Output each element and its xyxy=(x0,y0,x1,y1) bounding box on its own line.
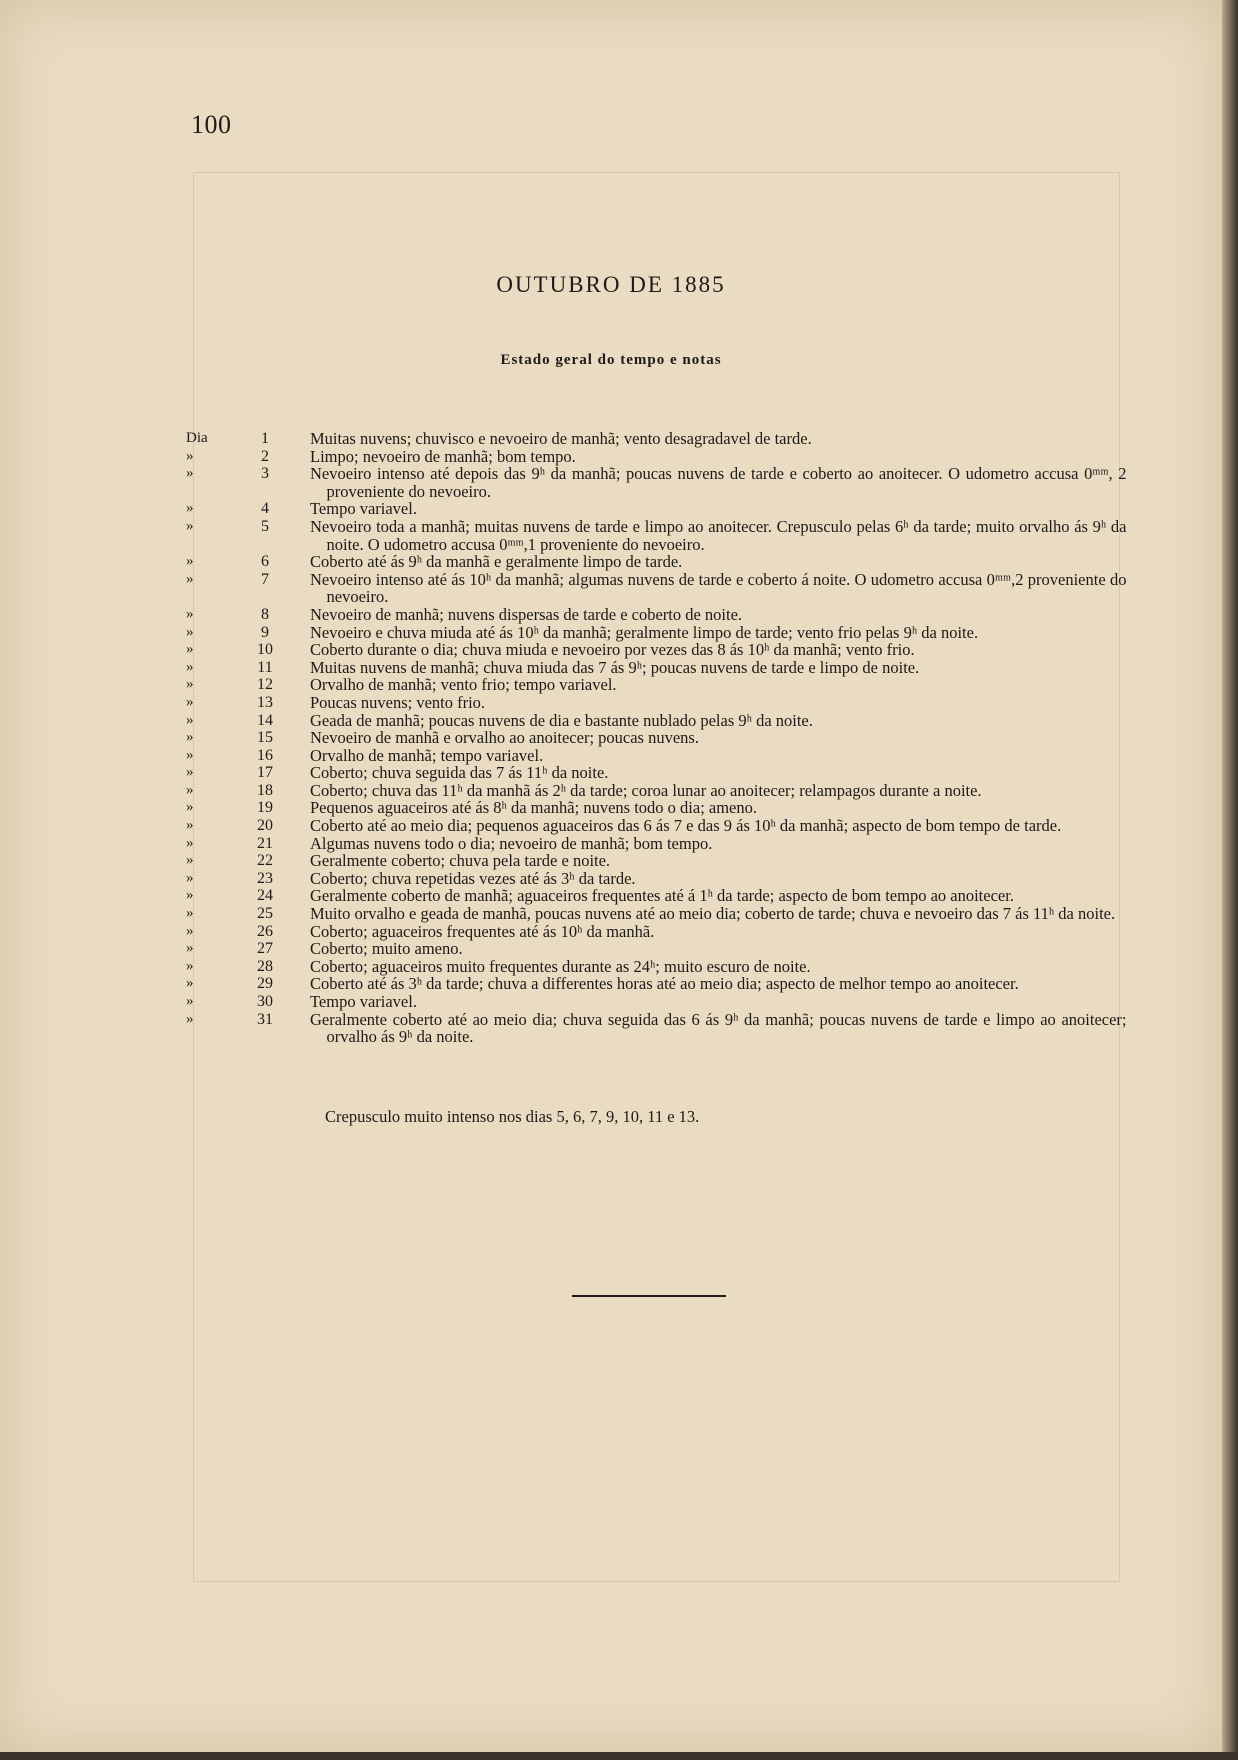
footnote: Crepusculo muito intenso nos dias 5, 6, 7, 9, 10, 11 e 13. xyxy=(325,1107,700,1126)
day-number: 1 xyxy=(261,430,269,447)
day-number: 30 xyxy=(257,993,273,1010)
day-number: 29 xyxy=(257,975,273,993)
day-number: 3 xyxy=(261,465,269,483)
ditto-mark: » xyxy=(186,869,194,886)
entry-text: Nevoeiro toda a manhã; muitas nuvens de tarde e limpo ao anoitecer. Crepusculo pelas 6ʰ da tarde; muito orvalho ás 9ʰ da noite. O udometro accusa 0ᵐᵐ,1 proveniente do nevoeiro. xyxy=(310,516,1127,554)
ditto-mark: » xyxy=(186,957,194,974)
entry-row xyxy=(186,694,1131,712)
entry-text: Coberto; aguaceiros muito frequentes durante as 24ʰ; muito escuro de noite. xyxy=(310,956,811,976)
entry-row xyxy=(186,887,1131,905)
entry-text: Geralmente coberto até ao meio dia; chuva seguida das 6 ás 9ʰ da manhã; poucas nuvens de tarde e limpo ao anoitecer; orvalho ás 9ʰ da noite. xyxy=(310,1009,1127,1047)
entry-text: Nevoeiro de manhã e orvalho ao anoitecer; poucas nuvens. xyxy=(310,728,699,748)
ditto-mark: » xyxy=(186,993,194,1009)
entry-text: Coberto; chuva seguida das 7 ás 11ʰ da noite. xyxy=(310,763,609,783)
entry-text: Tempo variavel. xyxy=(310,499,417,519)
entry-row xyxy=(186,518,1131,553)
entry-row xyxy=(186,799,1131,817)
entry-text: Coberto até ás 3ʰ da tarde; chuva a differentes horas até ao meio dia; aspecto de melhor tempo ao anoitecer. xyxy=(310,974,1019,994)
ditto-mark: » xyxy=(186,553,194,570)
day-number: 18 xyxy=(257,781,273,799)
day-number: 24 xyxy=(257,887,273,905)
entry-row xyxy=(186,641,1131,659)
day-number: 27 xyxy=(257,940,273,958)
day-number: 19 xyxy=(257,799,273,817)
day-number: 4 xyxy=(261,500,269,518)
entry-text: Muito orvalho e geada de manhã, poucas nuvens até ao meio dia; coberto de tarde; chuva e nevoeiro das 7 ás 11ʰ da noite. xyxy=(310,904,1116,924)
entry-text: Limpo; nevoeiro de manhã; bom tempo. xyxy=(310,446,576,466)
day-number: 8 xyxy=(261,605,269,623)
entry-text: Geada de manhã; poucas nuvens de dia e bastante nublado pelas 9ʰ da noite. xyxy=(310,710,813,730)
entry-text: Geralmente coberto de manhã; aguaceiros frequentes até á 1ʰ da tarde; aspecto de bom tempo ao anoitecer. xyxy=(310,886,1014,906)
day-number: 10 xyxy=(257,641,273,659)
ditto-mark: » xyxy=(186,905,194,922)
ditto-mark: » xyxy=(186,658,194,675)
closing-rule xyxy=(572,1295,726,1297)
day-number: 11 xyxy=(257,658,273,676)
ditto-mark: » xyxy=(186,1010,194,1027)
entry-text: Geralmente coberto; chuva pela tarde e noite. xyxy=(310,851,611,871)
entry-row xyxy=(186,571,1131,606)
entry-text: Muitas nuvens; chuvisco e nevoeiro de manhã; vento desagradavel de tarde. xyxy=(310,429,812,448)
entry-text: Algumas nuvens todo o dia; nevoeiro de manhã; bom tempo. xyxy=(310,833,713,853)
ditto-mark: » xyxy=(186,570,194,587)
day-number: 12 xyxy=(257,676,273,694)
entry-text: Orvalho de manhã; tempo variavel. xyxy=(310,745,544,765)
page-edge-shadow xyxy=(1222,0,1238,1760)
ditto-mark: » xyxy=(186,799,194,816)
entry-text: Coberto durante o dia; chuva miuda e nevoeiro por vezes das 8 ás 10ʰ da manhã; vento frio. xyxy=(310,640,915,660)
ditto-mark: » xyxy=(186,729,194,746)
ditto-mark: » xyxy=(186,975,194,992)
ditto-mark: » xyxy=(186,605,194,622)
entry-row xyxy=(186,835,1131,853)
entry-row xyxy=(186,993,1131,1011)
entry-row xyxy=(186,448,1131,466)
entry-text: Muitas nuvens de manhã; chuva miuda das 7 ás 9ʰ; poucas nuvens de tarde e limpo de noite. xyxy=(310,657,920,677)
entry-row xyxy=(186,905,1131,923)
day-number: 22 xyxy=(257,852,273,870)
entry-row xyxy=(186,764,1131,782)
weather-entries-list xyxy=(186,430,1131,1046)
day-number: 2 xyxy=(261,447,269,465)
entry-text: Nevoeiro de manhã; nuvens dispersas de tarde e coberto de noite. xyxy=(310,604,743,624)
ditto-mark: » xyxy=(186,623,194,640)
section-subtitle: Estado geral do tempo e notas xyxy=(500,352,722,368)
day-number: 21 xyxy=(257,834,273,852)
entry-text: Nevoeiro intenso até ás 10ʰ da manhã; algumas nuvens de tarde e coberto á noite. O udometro accusa 0ᵐᵐ,2 proveniente do nevoeiro. xyxy=(310,569,1127,607)
entry-text: Pequenos aguaceiros até ás 8ʰ da manhã; nuvens todo o dia; ameno. xyxy=(310,798,758,818)
entry-row xyxy=(186,852,1131,870)
entry-row xyxy=(186,923,1131,941)
ditto-mark: » xyxy=(186,676,194,693)
entry-text: Coberto; aguaceiros frequentes até ás 10ʰ da manhã. xyxy=(310,921,655,941)
entry-text: Nevoeiro intenso até depois das 9ʰ da manhã; poucas nuvens de tarde e coberto ao anoitecer. O udometro accusa 0ᵐᵐ, 2 proveniente do nevoeiro. xyxy=(310,464,1127,501)
ditto-mark: » xyxy=(186,447,194,464)
ditto-mark: » xyxy=(186,940,194,957)
ditto-mark: » xyxy=(186,834,194,851)
day-number: 26 xyxy=(257,922,273,940)
day-number: 16 xyxy=(257,746,273,764)
entry-row xyxy=(186,712,1131,730)
entry-row xyxy=(186,975,1131,993)
entry-text: Coberto até ás 9ʰ da manhã e geralmente limpo de tarde. xyxy=(310,552,683,572)
entry-row xyxy=(186,465,1131,500)
entry-text: Coberto; muito ameno. xyxy=(310,939,463,959)
day-number: 17 xyxy=(257,764,273,782)
ditto-mark: » xyxy=(186,781,194,798)
ditto-mark: » xyxy=(186,852,194,869)
entry-row xyxy=(186,1011,1131,1046)
day-label: Dia xyxy=(186,430,208,446)
page-title: OUTUBRO DE 1885 xyxy=(496,272,726,297)
day-number: 31 xyxy=(257,1010,273,1028)
bottom-edge-shadow xyxy=(0,1752,1238,1760)
entry-text: Coberto até ao meio dia; pequenos aguaceiros das 6 ás 7 e das 9 ás 10ʰ da manhã; aspecto de bom tempo de tarde. xyxy=(310,816,1062,836)
entry-text: Poucas nuvens; vento frio. xyxy=(310,692,486,712)
day-number: 23 xyxy=(257,869,273,887)
entry-text: Tempo variavel. xyxy=(310,992,417,1011)
day-number: 6 xyxy=(261,553,269,571)
entry-row xyxy=(186,624,1131,642)
day-number: 9 xyxy=(261,623,269,641)
entry-row xyxy=(186,958,1131,976)
entry-text: Orvalho de manhã; vento frio; tempo variavel. xyxy=(310,675,617,695)
entry-row xyxy=(186,782,1131,800)
entry-row xyxy=(186,870,1131,888)
day-number: 13 xyxy=(257,693,273,711)
day-number: 5 xyxy=(261,517,269,535)
entry-row xyxy=(186,729,1131,747)
ditto-mark: » xyxy=(186,465,194,482)
entry-row xyxy=(186,500,1131,518)
entry-row xyxy=(186,940,1131,958)
day-number: 20 xyxy=(257,817,273,835)
day-number: 28 xyxy=(257,957,273,975)
ditto-mark: » xyxy=(186,711,194,728)
entry-text: Coberto; chuva repetidas vezes até ás 3ʰ da tarde. xyxy=(310,868,636,888)
ditto-mark: » xyxy=(186,693,194,710)
day-number: 25 xyxy=(257,905,273,923)
ditto-mark: » xyxy=(186,517,194,534)
ditto-mark: » xyxy=(186,887,194,904)
entry-row xyxy=(186,659,1131,677)
entry-row xyxy=(186,747,1131,765)
entry-text: Coberto; chuva das 11ʰ da manhã ás 2ʰ da tarde; coroa lunar ao anoitecer; relampagos durante a noite. xyxy=(310,780,982,800)
page-number: 100 xyxy=(191,110,232,139)
day-number: 14 xyxy=(257,711,273,729)
entry-text: Nevoeiro e chuva miuda até ás 10ʰ da manhã; geralmente limpo de tarde; vento frio pelas 9ʰ da noite. xyxy=(310,622,979,642)
day-number: 15 xyxy=(257,729,273,747)
ditto-mark: » xyxy=(186,764,194,781)
ditto-mark: » xyxy=(186,500,194,517)
ditto-mark: » xyxy=(186,817,194,834)
ditto-mark: » xyxy=(186,922,194,939)
entry-row xyxy=(186,817,1131,835)
entry-row xyxy=(186,676,1131,694)
ditto-mark: » xyxy=(186,641,194,658)
entry-row xyxy=(186,430,1131,448)
entry-row xyxy=(186,553,1131,571)
ditto-mark: » xyxy=(186,746,194,763)
day-number: 7 xyxy=(261,570,269,588)
entry-row xyxy=(186,606,1131,624)
